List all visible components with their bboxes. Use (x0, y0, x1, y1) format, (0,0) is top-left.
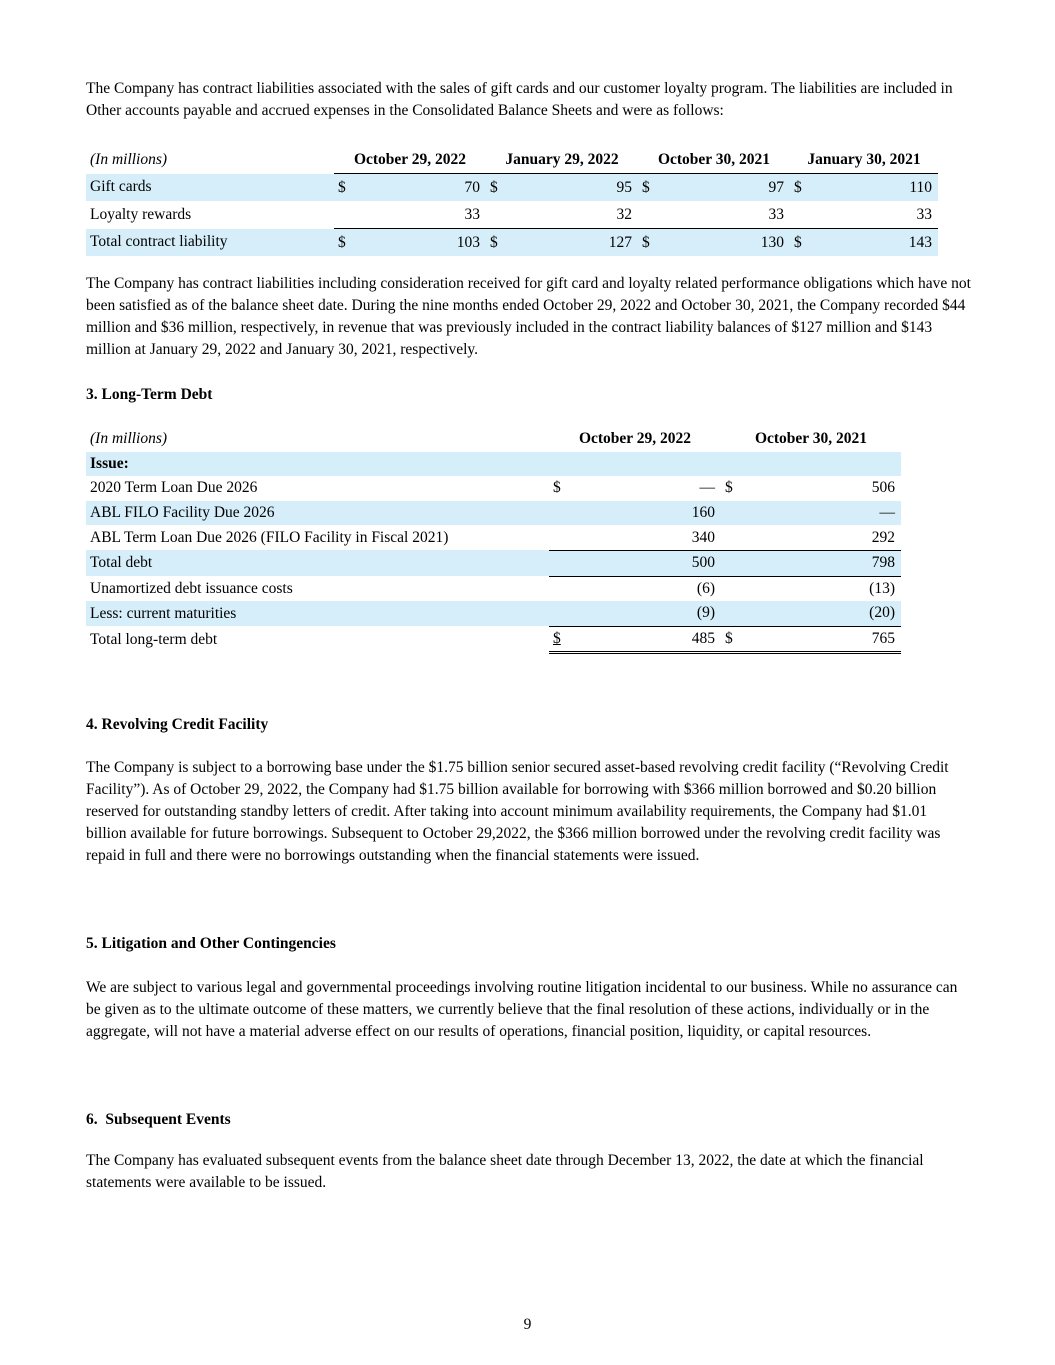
section-6-paragraph: The Company has evaluated subsequent events from the balance sheet date through December 13, 2022, the date at which the financial statements were available to be issued. (86, 1152, 924, 1191)
column-header: October 29, 2022 (353, 150, 467, 168)
intro-paragraph: The Company has contract liabilities associated with the sales of gift cards and our customer loyalty program. The liabilities are included in Other accounts payable and accrued expenses in the Consolidated Balance Sheets and were as follows: (86, 80, 953, 119)
value-cell: 143 (812, 229, 938, 257)
table-row (86, 476, 901, 501)
value-cell: — (699, 479, 715, 497)
value-cell: (20) (743, 601, 901, 626)
row-label: Total contract liability (86, 229, 334, 257)
row-label: ABL Term Loan Due 2026 (FILO Facility in Fiscal 2021) (90, 528, 449, 546)
table-row (86, 201, 938, 229)
row-label: Total debt (86, 550, 549, 576)
value-cell: 798 (743, 550, 901, 576)
currency-cell: $ (553, 479, 561, 497)
row-label: 2020 Term Loan Due 2026 (90, 479, 258, 497)
value-cell: — (743, 501, 901, 526)
currency-cell: $ (638, 174, 660, 202)
table-row (86, 525, 901, 550)
currency-cell (721, 525, 743, 550)
currency-cell: $ (790, 229, 812, 257)
value-cell: 485 (571, 626, 721, 653)
currency-cell: $ (790, 174, 812, 202)
currency-cell: $ (549, 626, 571, 653)
value-cell: 33 (768, 205, 784, 223)
table-header-row (86, 146, 938, 174)
table-row (86, 452, 901, 477)
currency-cell (638, 201, 660, 229)
currency-cell (334, 201, 356, 229)
row-label: Less: current maturities (86, 601, 549, 626)
table-row (86, 626, 901, 653)
value-cell: (9) (571, 601, 721, 626)
table-row (86, 601, 901, 626)
contract-paragraph: The Company has contract liabilities including consideration received for gift card and loyalty related performance obligations which have not been satisfied as of the balance sheet date. During the nine months ended October 29, 2022 and October 30, 2021, the Company recorded $44 million and $36 million, respectively, in revenue that was previously included in the contract liability balances of $127 million and $143 million at January 29, 2022 and January 30, 2021, respectively. (86, 275, 971, 358)
section-3-title: 3. Long-Term Debt (86, 386, 213, 403)
currency-cell: $ (334, 174, 356, 202)
unit-label: (In millions) (90, 430, 168, 448)
value-cell: 33 (464, 205, 480, 223)
row-label: ABL FILO Facility Due 2026 (86, 501, 549, 526)
currency-cell: $ (638, 229, 660, 257)
table-row (86, 174, 938, 202)
value-cell: 110 (812, 174, 938, 202)
contract-liabilities-table (86, 146, 938, 256)
currency-cell (721, 576, 743, 601)
column-header: October 30, 2021 (657, 150, 771, 168)
value-cell: 130 (660, 229, 790, 257)
column-header: January 29, 2022 (505, 150, 619, 168)
unit-label: (In millions) (90, 150, 168, 168)
currency-cell: $ (725, 479, 733, 497)
currency-cell: $ (486, 229, 508, 257)
currency-cell: $ (486, 174, 508, 202)
section-5-title: 5. Litigation and Other Contingencies (86, 935, 336, 952)
currency-cell: $ (334, 229, 356, 257)
column-header: October 30, 2021 (754, 430, 868, 448)
value-cell: 97 (660, 174, 790, 202)
row-label: Unamortized debt issuance costs (90, 579, 293, 597)
currency-cell: $ (721, 626, 743, 653)
section-5-paragraph: We are subject to various legal and governmental proceedings involving routine litigation incidental to our business. While no assurance can be given as to the ultimate outcome of these matters, we currently believe that the final resolution of these actions, individually or in the aggregate, will not have a material adverse effect on our results of operations, financial position, liquidity, or capital resources. (86, 979, 958, 1040)
currency-cell (790, 201, 812, 229)
section-6-title: 6. Subsequent Events (86, 1111, 231, 1128)
value-cell: 95 (508, 174, 638, 202)
value-cell: 160 (571, 501, 721, 526)
page-number: 9 (523, 1316, 532, 1333)
value-cell: 765 (743, 626, 901, 653)
value-cell: (13) (743, 576, 901, 601)
currency-cell (721, 501, 743, 526)
value-cell: 127 (508, 229, 638, 257)
value-cell: 500 (571, 550, 721, 576)
currency-cell (486, 201, 508, 229)
row-label: Gift cards (86, 174, 334, 202)
table-row (86, 576, 901, 601)
value-cell: 32 (616, 205, 632, 223)
value-cell: 33 (916, 205, 932, 223)
section-4-paragraph: The Company is subject to a borrowing base under the $1.75 billion senior secured asset-based revolving credit facility (“Revolving Credit Facility”). As of October 29, 2022, the Company had $1.75 billion available for borrowing with $366 million borrowed and $0.20 billion reserved for outstanding standby letters of credit. After taking into account minimum availability requirements, the Company had $1.01 billion available for future borrowings. Subsequent to October 29,2022, the $366 million borrowed under the revolving credit facility was repaid in full and there were no borrowings outstanding when the financial statements were issued. (86, 759, 949, 864)
row-label: Total long-term debt (90, 630, 218, 648)
value-cell: 292 (871, 528, 895, 546)
value-cell: 506 (871, 479, 895, 497)
currency-cell (549, 576, 571, 601)
currency-cell (549, 501, 571, 526)
currency-cell (549, 525, 571, 550)
long-term-debt-table (86, 427, 901, 654)
section-4-title: 4. Revolving Credit Facility (86, 716, 269, 733)
issue-label: Issue: (86, 452, 549, 477)
currency-cell (721, 601, 743, 626)
currency-cell (549, 601, 571, 626)
value-cell: 70 (356, 174, 486, 202)
table-row (86, 550, 901, 576)
value-cell: 103 (356, 229, 486, 257)
table-header-row (86, 427, 901, 452)
table-row (86, 501, 901, 526)
table-row (86, 229, 938, 257)
column-header: January 30, 2021 (807, 150, 921, 168)
column-header: October 29, 2022 (578, 430, 692, 448)
row-label: Loyalty rewards (90, 205, 192, 223)
currency-cell (721, 550, 743, 576)
value-cell: 340 (691, 528, 715, 546)
currency-cell (549, 550, 571, 576)
value-cell: (6) (571, 576, 721, 601)
